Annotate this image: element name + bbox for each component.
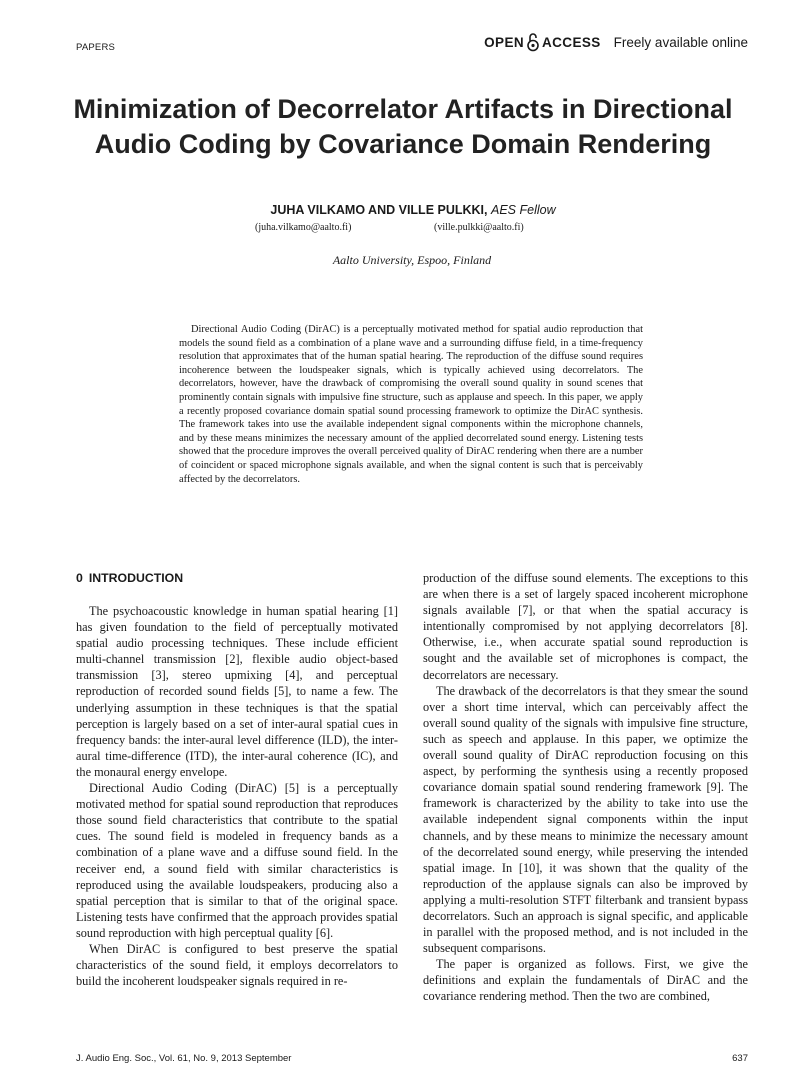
author-line — [0, 203, 806, 217]
left-column — [76, 570, 398, 989]
author-email-vilkamo[interactable]: (juha.vilkamo@aalto.fi) — [255, 222, 352, 233]
intro-paragraph-2: Directional Audio Coding (DirAC) [5] is a perceptually motivated method for spatial sound reproduction that reproduces those sound field characteristics that contribute to the spatial cues. The sound field is modeled in frequency bands as a combination of a plane wave and a diffuse sound field. In the receiver end, a sound field with similar characteristics is reproduced using the available loudspeakers, producing also a spatial perception that is similar to that of the original space. Listening tests have confirmed that the approach provides spatial sound reproduction with high perceptual quality [6]. — [76, 781, 398, 940]
affiliation: Aalto University, Espoo, Finland — [332, 253, 492, 267]
author-fellow: AES Fellow — [491, 203, 556, 217]
paper-title — [40, 92, 766, 162]
intro-paragraph-3-cont: production of the diffuse sound elements. The exceptions to this are when there is a set of largely spaced incoherent microphone signals available [7], or that when the spatial accuracy is intentionally compromised by not applying decorrelators [8]. Otherwise, i.e., when accurate spatial sound reproduction is sought and the available set of microphones is compact, the decorrelators are necessary. — [423, 571, 748, 682]
section-title: INTRODUCTION — [88, 571, 184, 585]
footer-citation: J. Audio Eng. Soc., Vol. 61, No. 9, 2013 September — [76, 1053, 292, 1064]
open-lock-icon — [527, 32, 539, 52]
intro-paragraph-5: The paper is organized as follows. First, we give the definitions and explain the fundamentals of DirAC and the covariance rendering method. Then the two are combined, — [423, 957, 748, 1004]
running-head: PAPERS — [76, 42, 116, 53]
intro-paragraph-3: When DirAC is configured to best preserve the spatial characteristics of the sound field, it employs decorrelators to build the incoherent loudspeaker signals required in re- — [76, 941, 398, 989]
open-access-badge — [484, 32, 748, 52]
author-email-pulkki[interactable]: (ville.pulkki@aalto.fi) — [434, 222, 524, 233]
right-column — [423, 570, 748, 1005]
availability-note: Freely available online — [613, 34, 748, 50]
open-word: OPEN — [484, 34, 524, 50]
author-names: JUHA VILKAMO AND VILLE PULKKI, — [270, 203, 488, 217]
intro-paragraph-4: The drawback of the decorrelators is that they smear the sound over a short time interval, which can perceivably affect the overall sound quality of the signals with impulsive fine structure, such as speech and applause. In this paper, we optimize the overall sound quality of DirAC reproduction focusing on this aspect, by performing the synthesis using a recently proposed covariance domain spatial sound rendering framework [9]. The framework is characterized by the ability to take into use the available independent signal components within the input channels, and by these means to minimize the necessary amount of the decorrelated sound energy, while preserving the intended spatial image. In [10], it was shown that the quality of the reproduction of the applause signals can also be improved by applying a multi-resolution STFT filterbank and transient bypass decorrelators. Such an approach is signal specific, and applicable in parallel with the proposed method, and is not included in the subsequent comparisons. — [423, 683, 748, 956]
abstract: Directional Audio Coding (DirAC) is a perceptually motivated method for spatial audio reproduction that models the sound field as a combination of a plane wave and a surrounding diffuse field, in a time-frequency resolution that approximates that of the human spatial hearing. The reproduction of the diffuse sound requires incoherence between the loudspeaker signals, which is typically achieved using decorrelators. The decorrelators, however, have the drawback of compromising the overall sound quality in sound scenes that prominently contain signals with impulsive fine structure, such as applause and speech. In this paper, we apply a recently proposed covariance domain spatial sound processing framework to optimize the DirAC synthesis. The framework takes into use the available independent signal components within the microphone channels, and by these means minimizes the necessary amount of the applied decorrelated sound energy. Listening tests showed that the procedure improves the overall perceived quality of DirAC rendering when there are a number of coincident or spaced microphone signals available, and when the signal content is such that is perceivably affected by the decorrelators. — [179, 324, 643, 485]
section-heading — [76, 570, 398, 586]
section-number: 0 — [76, 571, 83, 585]
title-line-2: Audio Coding by Covariance Domain Rendering — [94, 129, 712, 159]
page-number: 637 — [732, 1053, 748, 1064]
access-word: ACCESS — [542, 34, 601, 50]
intro-paragraph-1: The psychoacoustic knowledge in human spatial hearing [1] has given foundation to the field of perceptually motivated spatial audio processing techniques. These include efficient multi-channel transmission [2], flexible audio object-based transmission [3], stereo upmixing [4], and perceptual reproduction of recorded sound fields [5], to name a few. The underlying assumption in these techniques is that the spatial perception is largely based on a set of inter-aural spatial cues in frequency bands: the inter-aural level difference (ILD), the inter-aural time-difference (ITD), the inter-aural coherence (IC), and the monaural energy envelope. — [76, 604, 398, 779]
title-line-1: Minimization of Decorrelator Artifacts in Directional — [73, 94, 733, 124]
